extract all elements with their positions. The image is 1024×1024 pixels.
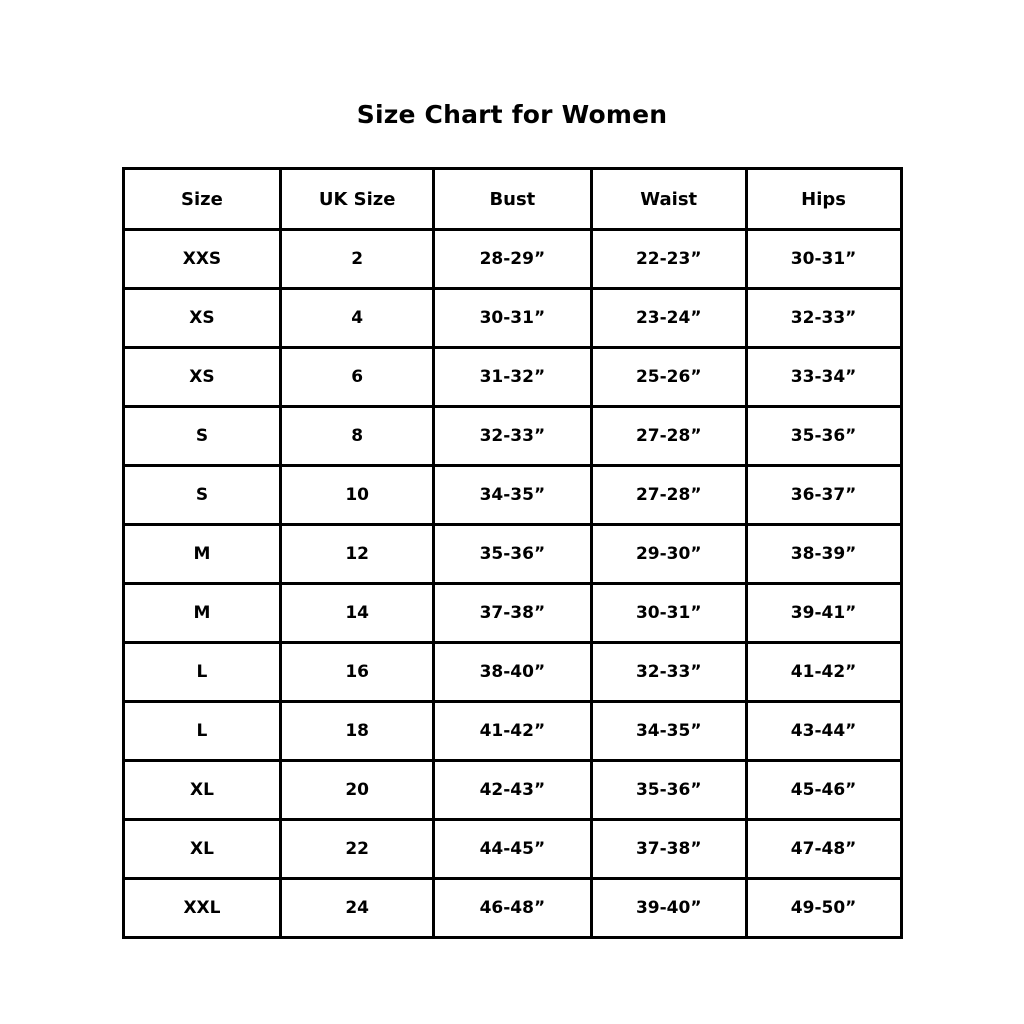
cell-hips: 38-39” bbox=[746, 525, 901, 584]
cell-size: S bbox=[123, 407, 281, 466]
cell-size: M bbox=[123, 584, 281, 643]
cell-hips: 35-36” bbox=[746, 407, 901, 466]
table-row bbox=[123, 525, 901, 584]
cell-bust: 31-32” bbox=[433, 348, 591, 407]
size-table-container bbox=[122, 167, 903, 939]
table-row bbox=[123, 348, 901, 407]
cell-uk-size: 22 bbox=[281, 820, 433, 879]
table-row bbox=[123, 230, 901, 289]
cell-size: L bbox=[123, 643, 281, 702]
cell-hips: 39-41” bbox=[746, 584, 901, 643]
cell-bust: 41-42” bbox=[433, 702, 591, 761]
cell-size: XL bbox=[123, 820, 281, 879]
cell-waist: 23-24” bbox=[591, 289, 746, 348]
cell-waist: 30-31” bbox=[591, 584, 746, 643]
cell-size: L bbox=[123, 702, 281, 761]
cell-bust: 35-36” bbox=[433, 525, 591, 584]
cell-bust: 46-48” bbox=[433, 879, 591, 938]
cell-size: XL bbox=[123, 761, 281, 820]
column-header-bust: Bust bbox=[433, 169, 591, 230]
table-row bbox=[123, 466, 901, 525]
cell-waist: 32-33” bbox=[591, 643, 746, 702]
cell-hips: 49-50” bbox=[746, 879, 901, 938]
cell-bust: 28-29” bbox=[433, 230, 591, 289]
table-header-row bbox=[123, 169, 901, 230]
cell-uk-size: 12 bbox=[281, 525, 433, 584]
cell-waist: 27-28” bbox=[591, 407, 746, 466]
cell-size: XS bbox=[123, 289, 281, 348]
column-header-hips: Hips bbox=[746, 169, 901, 230]
cell-bust: 34-35” bbox=[433, 466, 591, 525]
table-row bbox=[123, 643, 901, 702]
cell-uk-size: 14 bbox=[281, 584, 433, 643]
column-header-size: Size bbox=[123, 169, 281, 230]
table-row bbox=[123, 879, 901, 938]
cell-uk-size: 20 bbox=[281, 761, 433, 820]
column-header-uk-size: UK Size bbox=[281, 169, 433, 230]
cell-waist: 29-30” bbox=[591, 525, 746, 584]
cell-uk-size: 4 bbox=[281, 289, 433, 348]
cell-hips: 45-46” bbox=[746, 761, 901, 820]
cell-bust: 37-38” bbox=[433, 584, 591, 643]
cell-uk-size: 6 bbox=[281, 348, 433, 407]
cell-bust: 30-31” bbox=[433, 289, 591, 348]
table-row bbox=[123, 820, 901, 879]
cell-uk-size: 8 bbox=[281, 407, 433, 466]
cell-waist: 35-36” bbox=[591, 761, 746, 820]
cell-waist: 22-23” bbox=[591, 230, 746, 289]
cell-hips: 30-31” bbox=[746, 230, 901, 289]
cell-uk-size: 2 bbox=[281, 230, 433, 289]
cell-bust: 42-43” bbox=[433, 761, 591, 820]
cell-uk-size: 18 bbox=[281, 702, 433, 761]
column-header-waist: Waist bbox=[591, 169, 746, 230]
cell-bust: 32-33” bbox=[433, 407, 591, 466]
cell-size: XS bbox=[123, 348, 281, 407]
cell-waist: 37-38” bbox=[591, 820, 746, 879]
cell-hips: 33-34” bbox=[746, 348, 901, 407]
cell-hips: 43-44” bbox=[746, 702, 901, 761]
cell-hips: 32-33” bbox=[746, 289, 901, 348]
cell-waist: 25-26” bbox=[591, 348, 746, 407]
cell-size: M bbox=[123, 525, 281, 584]
table-body bbox=[123, 230, 901, 938]
page-title: Size Chart for Women bbox=[356, 100, 668, 129]
cell-hips: 41-42” bbox=[746, 643, 901, 702]
cell-size: S bbox=[123, 466, 281, 525]
cell-waist: 34-35” bbox=[591, 702, 746, 761]
table-row bbox=[123, 289, 901, 348]
table-row bbox=[123, 407, 901, 466]
cell-size: XXL bbox=[123, 879, 281, 938]
cell-bust: 44-45” bbox=[433, 820, 591, 879]
cell-uk-size: 16 bbox=[281, 643, 433, 702]
table-row bbox=[123, 584, 901, 643]
cell-uk-size: 10 bbox=[281, 466, 433, 525]
cell-hips: 36-37” bbox=[746, 466, 901, 525]
cell-waist: 39-40” bbox=[591, 879, 746, 938]
table-row bbox=[123, 702, 901, 761]
cell-waist: 27-28” bbox=[591, 466, 746, 525]
cell-uk-size: 24 bbox=[281, 879, 433, 938]
cell-hips: 47-48” bbox=[746, 820, 901, 879]
size-table bbox=[122, 167, 903, 939]
cell-bust: 38-40” bbox=[433, 643, 591, 702]
table-row bbox=[123, 761, 901, 820]
table-header bbox=[123, 169, 901, 230]
cell-size: XXS bbox=[123, 230, 281, 289]
